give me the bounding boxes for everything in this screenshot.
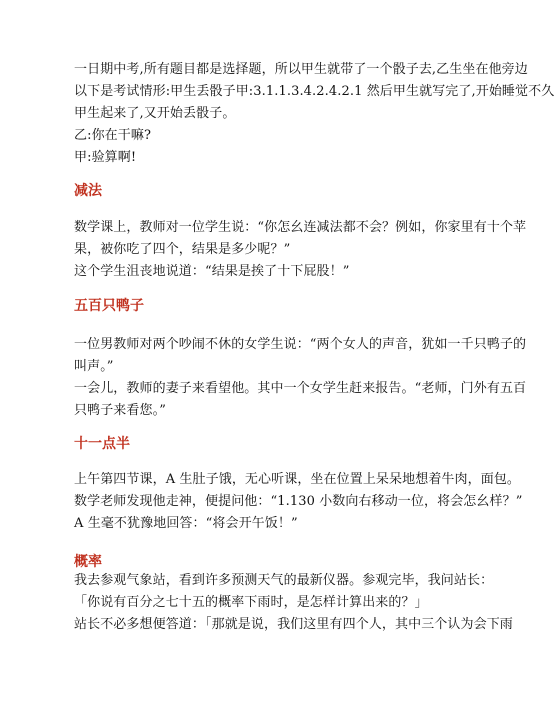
story-line: 「你说有百分之七十五的概率下雨时，是怎样计算出来的？」 xyxy=(74,595,428,610)
story-line: 我去参观气象站，看到许多预测天气的最新仪器。参观完毕，我问站长： xyxy=(74,573,494,588)
story-line: 一会儿，教师的妻子来看望他。其中一个女学生赶来报告。“老师，门外有五百 xyxy=(74,381,527,396)
story-probability xyxy=(74,570,513,636)
story-dice-exam xyxy=(74,59,554,169)
story-subtraction xyxy=(74,217,527,283)
story-line: 叫声。” xyxy=(74,359,114,374)
section-heading-ducks: 五百只鸭子 xyxy=(74,298,144,314)
story-line: 上午第四节课，A 生肚子饿，无心听课，坐在位置上呆呆地想着牛肉，面包。 xyxy=(74,472,521,487)
story-line: 乙:你在干嘛? xyxy=(74,128,152,143)
story-line: A 生毫不犹豫地回答：“将会开午饭！” xyxy=(74,516,298,531)
story-line: 一日期中考,所有题目都是选择题，所以甲生就带了一个骰子去,乙生坐在他旁边 xyxy=(74,62,528,77)
story-line: 数学课上，教师对一位学生说：“你怎幺连减法都不会？例如，你家里有十个苹 xyxy=(74,220,527,235)
story-line: 这个学生沮丧地说道：“结果是挨了十下屁股！” xyxy=(74,264,350,279)
story-line: 数学老师发现他走神，便提问他：“1.130 小数向右移动一位，将会怎幺样？” xyxy=(74,494,523,509)
section-heading-eleven-thirty: 十一点半 xyxy=(74,436,130,452)
story-eleven-thirty xyxy=(74,469,523,535)
story-ducks xyxy=(74,334,527,422)
story-line: 一位男教师对两个吵闹不休的女学生说：“两个女人的声音，犹如一千只鸭子的 xyxy=(74,337,527,352)
story-line: 站长不必多想便答道：「那就是说，我们这里有四个人，其中三个认为会下雨 xyxy=(74,617,513,632)
story-line: 只鸭子来看您。” xyxy=(74,403,166,418)
story-line: 甲:验算啊! xyxy=(74,150,137,165)
section-heading-probability: 概率 xyxy=(74,554,102,570)
story-line: 果，被你吃了四个，结果是多少呢？” xyxy=(74,242,291,257)
story-line: 甲生起来了,又开始丢骰子。 xyxy=(74,106,236,121)
section-heading-subtraction: 减法 xyxy=(74,183,102,199)
story-line: 以下是考试情形:甲生丢骰子甲:3.1.1.3.4.2.4.2.1 然后甲生就写完了,开始睡觉不久 xyxy=(74,84,554,99)
